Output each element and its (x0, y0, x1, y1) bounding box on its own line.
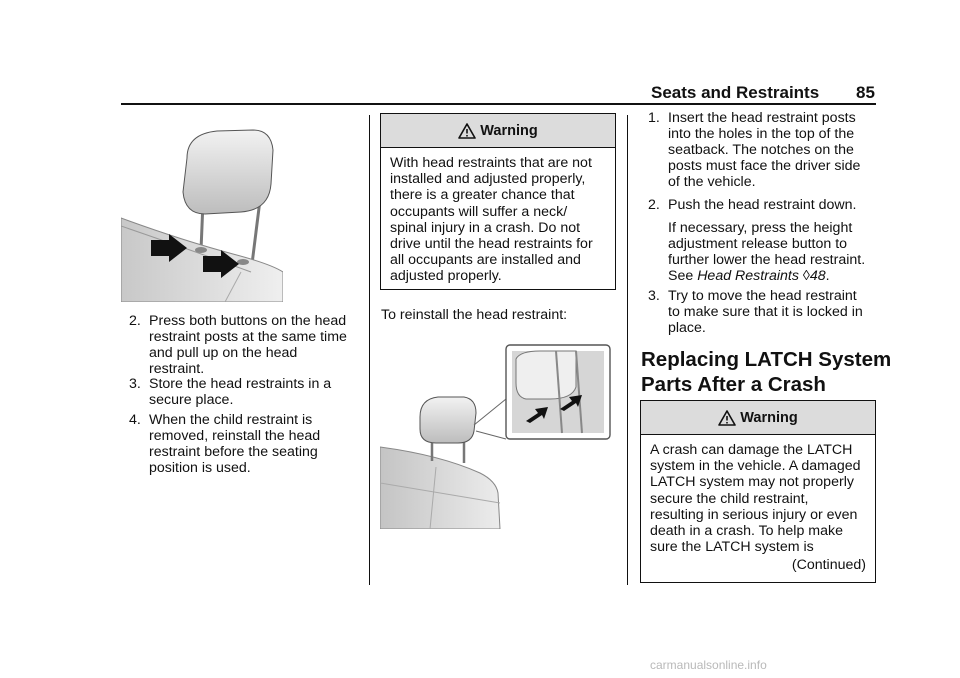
section-heading: Replacing LATCH System Parts After a Crash (641, 348, 892, 396)
warning-header: Warning (381, 114, 615, 148)
head-restraint-removal-illustration (121, 122, 283, 302)
warning-text: With head restraints that are not installed and adjusted properly, there is a greater chance that occupants will suffer a neck/ spinal injury in a crash. Do not drive until the head restraints for all occupants are installed and adjusted properly. (390, 155, 593, 285)
header-rule (121, 103, 876, 105)
column-divider-left (369, 115, 370, 585)
cross-reference-link[interactable]: Head Restraints (697, 268, 799, 284)
reinstall-intro: To reinstall the head restraint: (381, 307, 568, 323)
warning-triangle-icon (718, 410, 736, 426)
warning-header: Warning (641, 401, 875, 435)
warning-box-latch (640, 400, 876, 583)
page-ref-arrow-icon: ◊ (802, 268, 810, 284)
page-number: 85 (856, 83, 875, 102)
watermark: carmanualsonline.info (650, 658, 767, 672)
warning-text: A crash can damage the LATCH system in the vehicle. A damaged LATCH system may not properly secure the child restraint, resulting in serious injury or even death in a crash. To help make sure the LATCH system is (Continued) (650, 442, 866, 574)
warning-box-head-restraints (380, 113, 616, 290)
running-header-title: Seats and Restraints (651, 83, 820, 102)
page-ref-number[interactable]: 48 (809, 268, 826, 284)
step-2-note: If necessary, press the height adjustment release button to further lower the head restraint. See Head Restraints ◊48. (668, 220, 866, 284)
warning-triangle-icon (458, 123, 476, 139)
head-restraint-reinstall-illustration (380, 343, 612, 529)
column-divider-right (627, 115, 628, 585)
continued-label: (Continued) (791, 557, 866, 574)
